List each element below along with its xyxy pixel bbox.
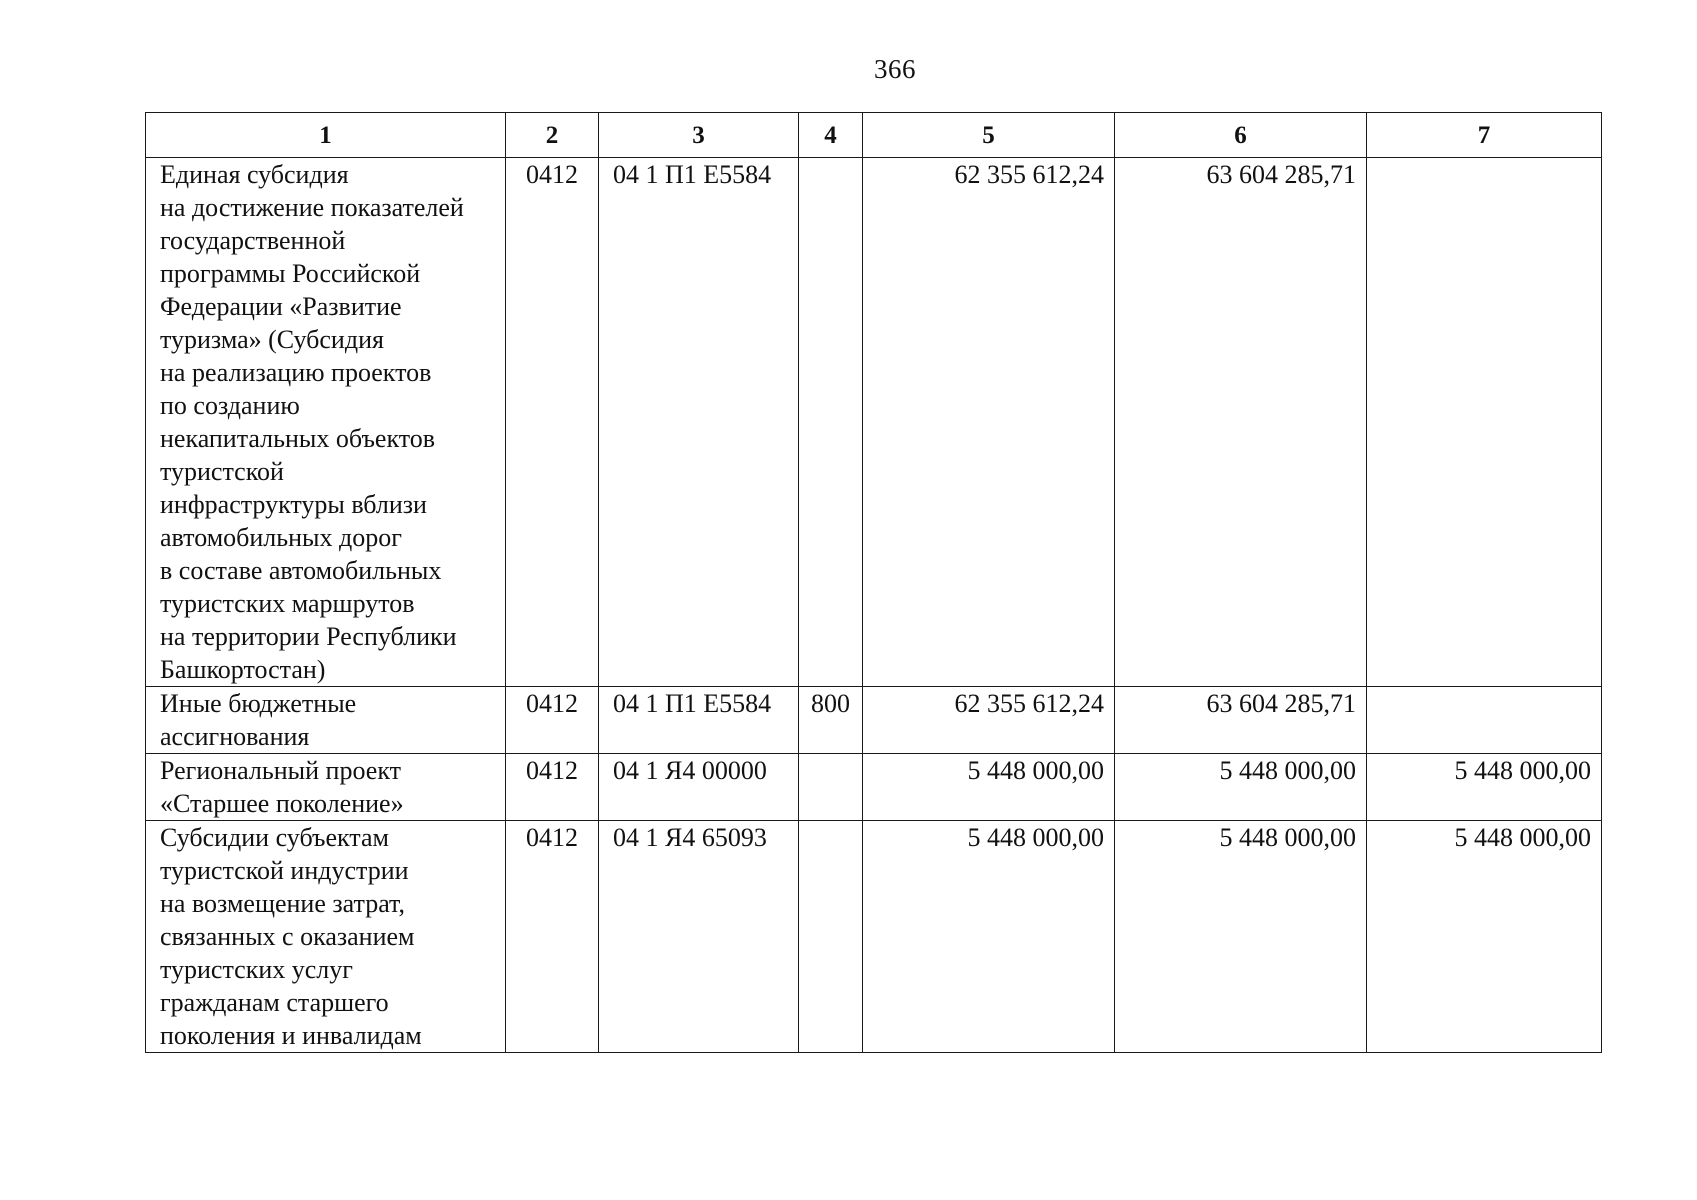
header-col-5: 5 bbox=[863, 113, 1115, 158]
table-row bbox=[146, 158, 1602, 687]
page-number: 366 bbox=[874, 54, 916, 84]
header-col-4: 4 bbox=[799, 113, 863, 158]
row-name: Субсидии субъектам туристской индустрии на возмещение затрат, связанных с оказанием туристских услуг гражданам старшего поколения и инвалидам bbox=[146, 821, 506, 1053]
row-amount-col6: 5 448 000,00 bbox=[1115, 754, 1367, 821]
row-name: Единая субсидия на достижение показателей государственной программы Российской Федерации «Развитие туризма» (Субсидия на реализацию проектов по созданию некапитальных объектов туристской инфраструктуры вблизи автомобильных дорог в составе автомобильных туристских маршрутов на территории Республики Башкортостан) bbox=[146, 158, 506, 687]
table-row bbox=[146, 754, 1602, 821]
row-target-code: 04 1 Я4 65093 bbox=[599, 821, 799, 1053]
table-header bbox=[146, 113, 1602, 158]
table-row bbox=[146, 821, 1602, 1053]
row-target-code: 04 1 Я4 00000 bbox=[599, 754, 799, 821]
header-col-2: 2 bbox=[506, 113, 599, 158]
header-col-3: 3 bbox=[599, 113, 799, 158]
row-expense-type bbox=[799, 158, 863, 687]
row-amount-col5: 5 448 000,00 bbox=[863, 754, 1115, 821]
row-name: Иные бюджетные ассигнования bbox=[146, 687, 506, 754]
row-amount-col5: 62 355 612,24 bbox=[863, 687, 1115, 754]
row-expense-type bbox=[799, 754, 863, 821]
header-col-1: 1 bbox=[146, 113, 506, 158]
row-section: 0412 bbox=[506, 821, 599, 1053]
row-amount-col6: 63 604 285,71 bbox=[1115, 687, 1367, 754]
row-amount-col6: 63 604 285,71 bbox=[1115, 158, 1367, 687]
row-target-code: 04 1 П1 Е5584 bbox=[599, 158, 799, 687]
budget-table bbox=[145, 112, 1602, 1053]
row-amount-col7: 5 448 000,00 bbox=[1367, 754, 1602, 821]
row-amount-col5: 5 448 000,00 bbox=[863, 821, 1115, 1053]
header-col-6: 6 bbox=[1115, 113, 1367, 158]
row-section: 0412 bbox=[506, 754, 599, 821]
row-expense-type bbox=[799, 821, 863, 1053]
header-row bbox=[146, 113, 1602, 158]
row-section: 0412 bbox=[506, 687, 599, 754]
row-amount-col7: 5 448 000,00 bbox=[1367, 821, 1602, 1053]
table-body bbox=[146, 158, 1602, 1053]
row-expense-type: 800 bbox=[799, 687, 863, 754]
row-amount-col7 bbox=[1367, 687, 1602, 754]
header-col-7: 7 bbox=[1367, 113, 1602, 158]
row-section: 0412 bbox=[506, 158, 599, 687]
row-amount-col7 bbox=[1367, 158, 1602, 687]
table-row bbox=[146, 687, 1602, 754]
row-amount-col6: 5 448 000,00 bbox=[1115, 821, 1367, 1053]
row-amount-col5: 62 355 612,24 bbox=[863, 158, 1115, 687]
row-name: Региональный проект «Старшее поколение» bbox=[146, 754, 506, 821]
row-target-code: 04 1 П1 Е5584 bbox=[599, 687, 799, 754]
